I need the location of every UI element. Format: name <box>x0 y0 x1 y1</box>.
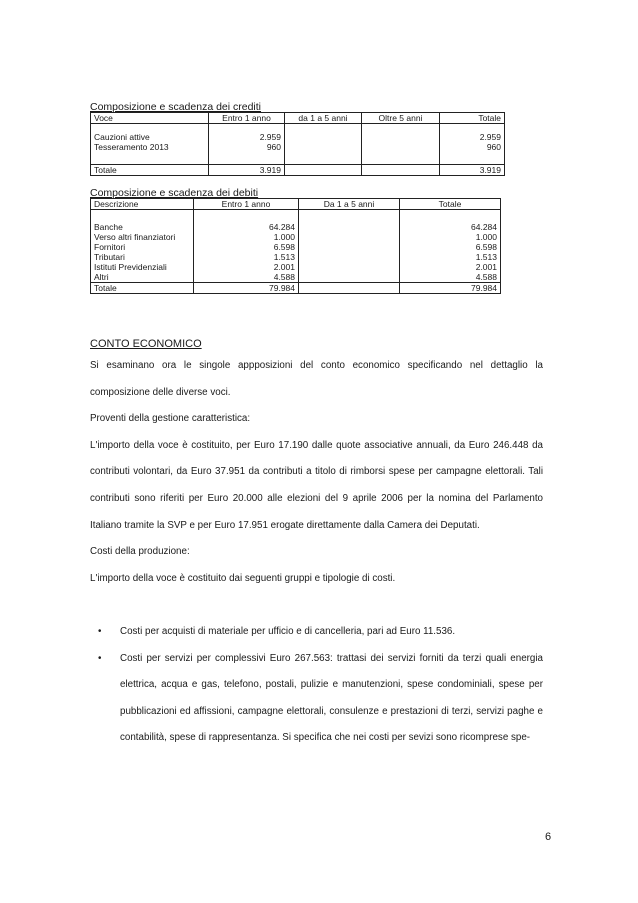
column-header: Voce <box>91 113 209 124</box>
costi-paragraph: L'importo della voce è costituito dai seguenti gruppi e tipologie di costi. <box>90 572 396 584</box>
table-total-row <box>91 283 501 294</box>
cell-value: 1.513 <box>475 252 497 262</box>
debiti-table <box>90 198 501 294</box>
table-total-row <box>91 165 505 176</box>
column-header: da 1 a 5 anni <box>285 113 362 124</box>
debiti-caption: Composizione e scadenza dei debiti <box>90 187 259 199</box>
page-number: 6 <box>545 831 552 843</box>
table-row <box>91 210 501 283</box>
cell-value: 1.000 <box>475 232 497 242</box>
total-value: 79.984 <box>194 283 299 294</box>
cell-value: 2.001 <box>273 262 295 272</box>
cell-value: 960 <box>486 142 501 152</box>
row-label: Verso altri finanziatori <box>94 232 176 242</box>
section-heading: CONTO ECONOMICO <box>90 338 202 350</box>
cell-value: 6.598 <box>475 242 497 252</box>
cell-value: 4.588 <box>273 272 295 282</box>
total-value: 3.919 <box>209 165 285 176</box>
list-item <box>90 619 543 646</box>
total-label: Totale <box>91 283 194 294</box>
row-label: Fornitori <box>94 242 126 252</box>
total-value: 79.984 <box>400 283 501 294</box>
row-label: Banche <box>94 222 123 232</box>
list-item-text: Costi per acquisti di materiale per ufficio e di cancelleria, pari ad Euro 11.536. <box>120 626 456 637</box>
body-text <box>90 353 543 592</box>
column-header: Entro 1 anno <box>194 199 299 210</box>
column-header: Entro 1 anno <box>209 113 285 124</box>
row-label: Cauzioni attive <box>94 132 150 142</box>
row-label: Tesseramento 2013 <box>94 142 169 152</box>
cell-value: 64.284 <box>269 222 295 232</box>
cell-value: 1.000 <box>273 232 295 242</box>
column-header: Totale <box>440 113 505 124</box>
row-label: Tributari <box>94 252 125 262</box>
list-item-text: Costi per servizi per complessivi Euro 267.563: trattasi dei servizi forniti da terzi quali energia elettrica, acqua e gas, telefono, postali, pulizie e manutenzioni, spese condominiali, spese per pubblicazioni ed affissioni, campagne elettorali, consulenze e prestazioni di terzi, servizi paghe e contabilità, spese di rappresentanza. Si specifica che nei costi per sevizi sono ricomprese spe- <box>120 652 543 744</box>
list-item <box>90 646 543 752</box>
cell-value: 2.001 <box>475 262 497 272</box>
column-header: Da 1 a 5 anni <box>299 199 400 210</box>
bullet-icon: • <box>98 626 102 637</box>
bullet-icon: • <box>98 652 102 664</box>
column-header: Descrizione <box>91 199 194 210</box>
table-header-row <box>91 199 501 210</box>
table-row <box>91 124 505 165</box>
column-header: Totale <box>400 199 501 210</box>
table-header-row <box>91 113 505 124</box>
cell-value: 6.598 <box>273 242 295 252</box>
cell-value: 64.284 <box>471 222 497 232</box>
row-label: Altri <box>94 272 109 282</box>
cell-value: 960 <box>266 142 281 152</box>
costi-title: Costi della produzione: <box>90 546 190 558</box>
proventi-paragraph: L'importo della voce è costituito, per Euro 17.190 dalle quote associative annuali, da Euro 246.448 da contributi volontari, da Euro 37.951 da contributi a titolo di rimborsi spese per campagne elettorali. Tali contributi sono riferiti per Euro 20.000 alle elezioni del 9 aprile 2006 per la nomina del Parlamento Italiano tramite la SVP e per Euro 17.951 erogate direttamente dalla Camera dei Deputati. <box>90 439 543 531</box>
cell-value: 2.959 <box>479 132 501 142</box>
total-label: Totale <box>91 165 209 176</box>
intro-paragraph: Si esaminano ora le singole appposizioni del conto economico specificando nel dettaglio la composizione delle diverse voci. <box>90 360 543 398</box>
costs-list <box>90 619 543 752</box>
crediti-caption: Composizione e scadenza dei crediti <box>90 101 262 113</box>
cell-value: 4.588 <box>475 272 497 282</box>
crediti-table <box>90 112 505 176</box>
proventi-title: Proventi della gestione caratteristica: <box>90 413 251 425</box>
cell-value: 1.513 <box>273 252 295 262</box>
column-header: Oltre 5 anni <box>362 113 440 124</box>
row-label: Istituti Previdenziali <box>94 262 167 272</box>
cell-value: 2.959 <box>259 132 281 142</box>
total-value: 3.919 <box>440 165 505 176</box>
